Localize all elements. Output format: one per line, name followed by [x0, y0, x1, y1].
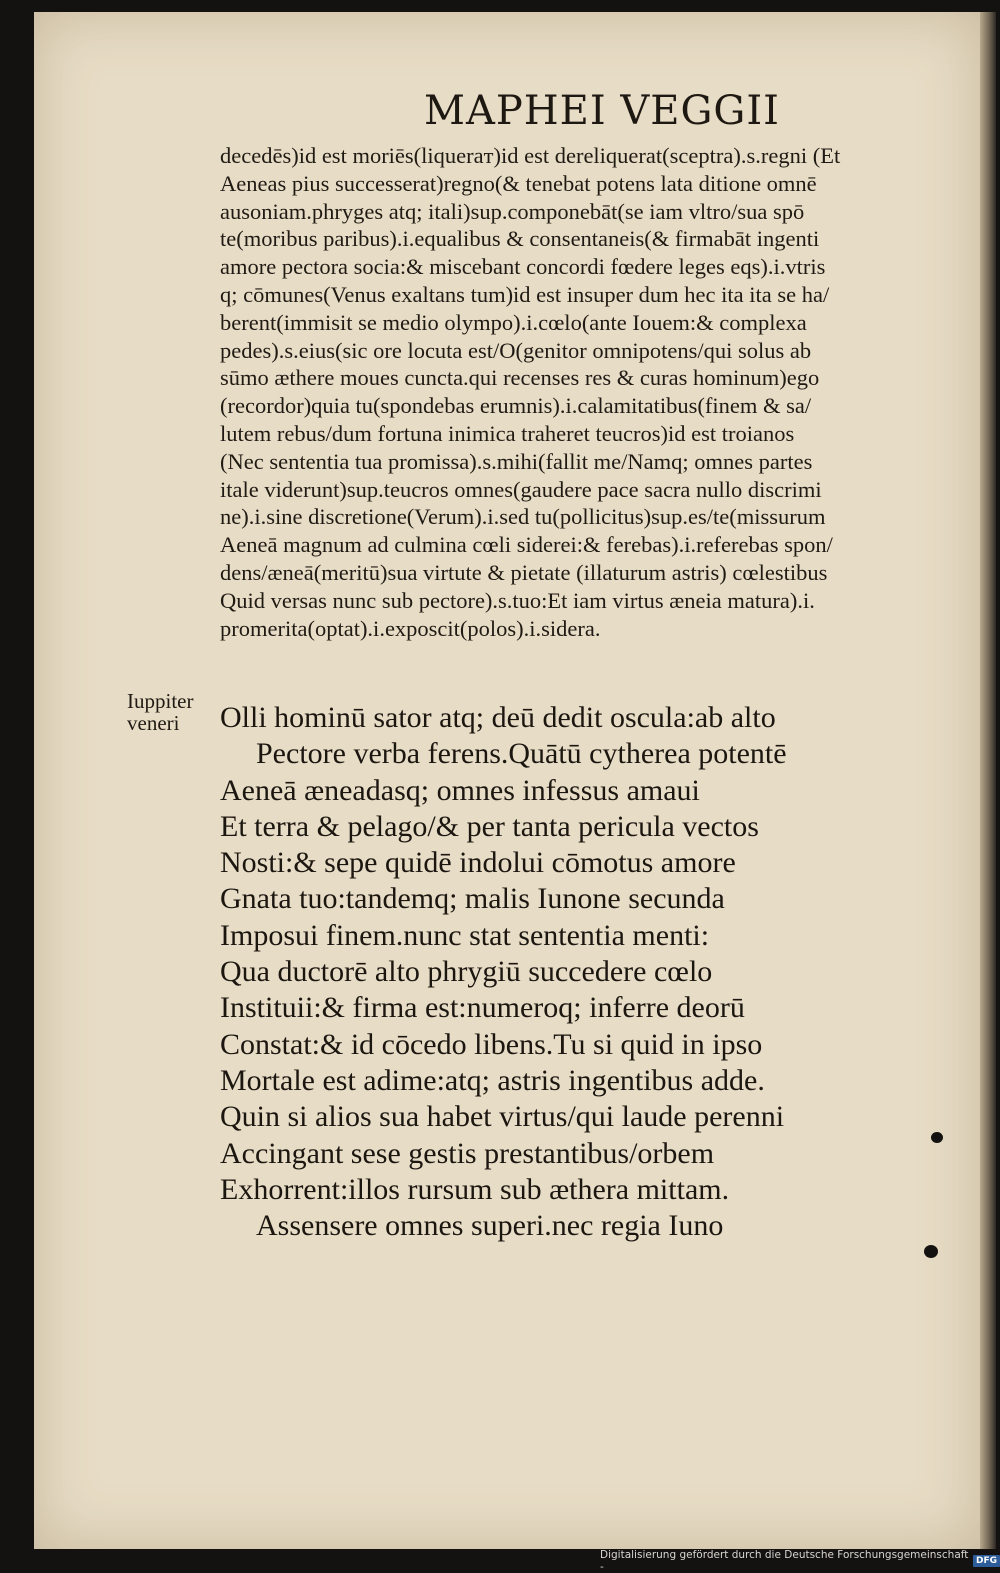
verse-line: Exhorrent:illos rursum sub æthera mittam.: [220, 1172, 730, 1206]
commentary-line: ausoniam.phryges atq; itali)sup.componebāt(se iam vltro/sua spō: [220, 198, 805, 224]
commentary-line: promerita(optat).i.exposcit(polos).i.sidera.: [220, 615, 601, 641]
marginal-note: [127, 690, 193, 734]
verse-line: Olli hominū sator atq; deū dedit oscula:ab alto: [220, 701, 776, 734]
footer-text: Digitalisierung gefördert durch die Deutsche Forschungsgemeinschaft -: [600, 1549, 969, 1573]
dfg-logo: DFG: [973, 1555, 1000, 1567]
verse-line: Imposui finem.nunc stat sententia menti:: [220, 918, 710, 952]
commentary-line: berent(immisit se medio olympo).i.cœlo(ante Iouem:& complexa: [220, 309, 807, 335]
commentary-line: q; cōmunes(Venus exaltans tum)id est insuper dum hec ita ita se ha/: [220, 281, 830, 307]
verse-line: Et terra & pelago/& per tanta pericula vectos: [220, 809, 759, 843]
verse-line: Constat:& id cōcedo libens.Tu si quid in ipso: [220, 1027, 763, 1061]
commentary-line: pedes).s.eius(sic ore locuta est/O(genitor omnipotens/qui solus ab: [220, 337, 812, 363]
verse-line: Qua ductorē alto phrygiū succedere cœlo: [220, 955, 713, 989]
commentary-block: [220, 142, 932, 642]
verse-line: Nosti:& sepe quidē indolui cōmotus amore: [220, 846, 736, 880]
verse-line: Gnata tuo:tandemq; malis Iunone secunda: [220, 882, 725, 916]
commentary-line: Quid versas nunc sub pectore).s.tuo:Et iam virtus æneia matura).i.: [220, 587, 815, 613]
commentary-line: (recordor)quia tu(spondebas erumnis).i.calamitatibus(finem & sa/: [220, 393, 812, 419]
verse-line: Mortale est adime:atq; astris ingentibus adde.: [220, 1063, 765, 1097]
commentary-line: dens/æneā(meritū)sua virtute & pietate (illaturum astris) cœlestibus: [220, 559, 828, 585]
commentary-line: Aeneā magnum ad culmina cœli siderei:& ferebas).i.referebas spon/: [220, 532, 833, 558]
verse-block: [220, 700, 920, 1244]
verse-line: Instituii:& firma est:numeroq; inferre deorū: [220, 991, 745, 1025]
ink-dot: [931, 1132, 943, 1143]
commentary-line: lutem rebus/dum fortuna inimica traheret teucros)id est troianos: [220, 420, 795, 446]
marginal-note-line: Iuppiter: [127, 689, 194, 713]
verse-line: Assensere omnes superi.nec regia Iuno: [256, 1209, 724, 1243]
commentary-line: amore pectora socia:& miscebant concordi fœdere leges eqs).i.vtris: [220, 254, 826, 280]
ink-dot: [924, 1245, 938, 1258]
commentary-line: sūmo æthere moues cuncta.qui recenses res & curas hominum)ego: [220, 365, 820, 391]
commentary-line: decedēs)id est moriēs(liqueraт)id est dereliquerat(sceptra).s.regni (Et: [220, 143, 841, 168]
verse-line: Aeneā æneadasq; omnes infessus amaui: [220, 773, 700, 807]
footer: [600, 1549, 1000, 1573]
verse-line: Accingant sese gestis prestantibus/orbem: [220, 1136, 715, 1170]
running-head: MAPHEI VEGGII: [424, 88, 780, 134]
page-edge: [980, 12, 996, 1549]
verse-line: Quin si alios sua habet virtus/qui laude perenni: [220, 1100, 785, 1134]
commentary-line: ne).i.sine discretione(Verum).i.sed tu(pollicitus)sup.es/te(missurum: [220, 504, 826, 530]
commentary-line: (Nec sententia tua promissa).s.mihi(fallit me/Namq; omnes partes: [220, 448, 813, 474]
commentary-line: Aeneas pius successerat)regno(& tenebat potens lata ditione omnē: [220, 170, 817, 196]
commentary-line: te(moribus paribus).i.equalibus & consentaneis(& firmabāt ingenti: [220, 226, 820, 252]
verse-line: Pectore verba ferens.Quātū cytherea potentē: [256, 737, 787, 771]
marginal-note-line: veneri: [127, 711, 180, 735]
commentary-line: itale viderunt)sup.teucros omnes(gaudere pace sacra nullo discrimi: [220, 476, 822, 502]
